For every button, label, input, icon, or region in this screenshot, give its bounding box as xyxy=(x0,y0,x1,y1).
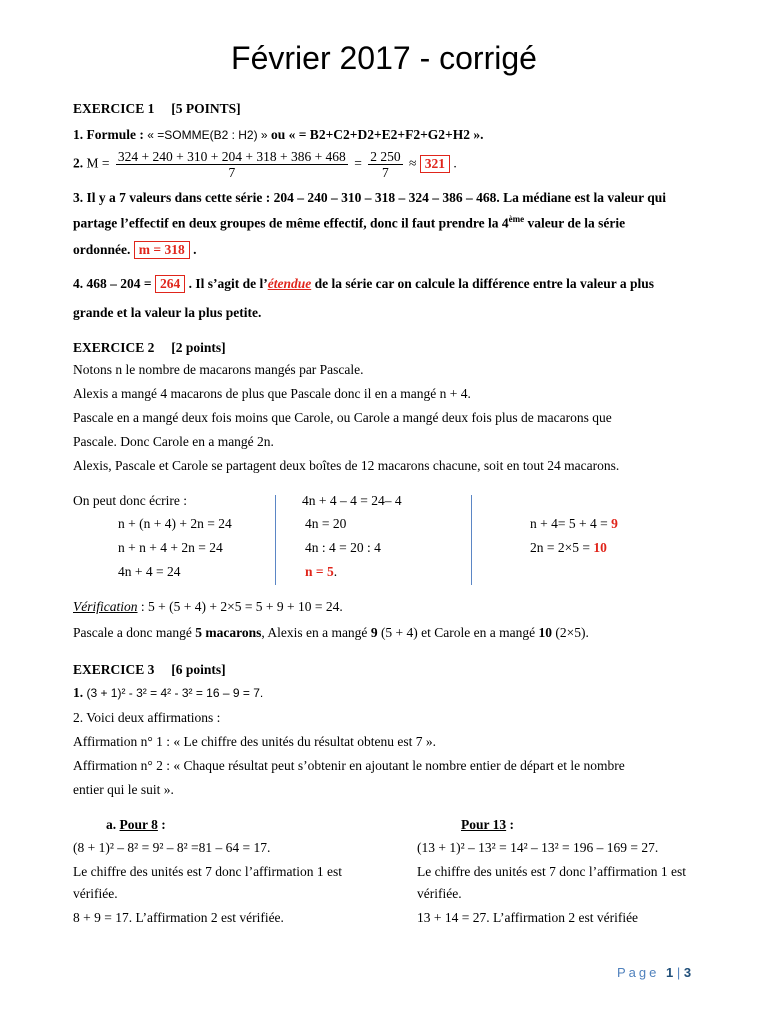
n-result-end: . xyxy=(333,564,338,579)
case-8-affirmation-2: 8 + 9 = 17. L’affirmation 2 est vérifiée. xyxy=(73,910,284,925)
affirmation-1: Affirmation n° 1 : « Le chiffre des unités du résultat obtenu est 7 ». xyxy=(73,734,436,749)
conclusion-carole: 10 xyxy=(538,625,552,640)
case-13-label: Pour 13 xyxy=(461,817,507,832)
mean-result-box: 321 xyxy=(420,155,450,173)
case-13-affirmation-2: 13 + 14 = 27. L’affirmation 2 est vérifiée xyxy=(417,910,639,925)
simplified-denominator: 7 xyxy=(382,165,389,180)
footer-page-label: Page xyxy=(617,965,660,980)
q1-text: Formule : xyxy=(83,127,148,142)
n-result: n = 5 xyxy=(305,564,334,579)
footer-current-page: 1 xyxy=(666,965,674,980)
case-8-label: Pour 8 xyxy=(119,817,158,832)
conclusion-part-g: (2×5). xyxy=(552,625,589,640)
q1-rest: ou « = B2+C2+D2+E2+F2+G2+H2 ». xyxy=(267,127,484,142)
ex1-question-1 xyxy=(73,127,483,143)
case-8-letter: a. xyxy=(106,817,120,832)
alexis-calculation xyxy=(530,516,618,532)
case-13-affirmation-1-line-2: vérifiée. xyxy=(417,886,462,901)
simplified-fraction xyxy=(368,149,402,180)
ex3-q1-number: 1. xyxy=(73,685,84,700)
column-divider-2 xyxy=(471,495,472,585)
ex3-question-1 xyxy=(73,685,263,701)
verification-text: : 5 + (5 + 4) + 2×5 = 5 + 9 + 10 = 24. xyxy=(137,599,343,614)
q1-formula: « =SOMME(B2 : H2) » xyxy=(147,128,268,142)
carole-calculation xyxy=(530,540,607,556)
equation-col2-step2: 4n = 20 xyxy=(305,516,347,531)
q2-approx: ≈ xyxy=(405,155,420,171)
verification-label: Vérification xyxy=(73,599,138,614)
q3-line-1: 3. Il y a 7 valeurs dans cette série : 204 – 240 – 310 – 318 – 324 – 386 – 468. La médiane est la valeur qui xyxy=(73,190,666,205)
q4-text: 4. 468 – 204 = xyxy=(73,276,155,291)
mean-fraction-numerator: 324 + 240 + 310 + 204 + 318 + 386 + 468 xyxy=(117,149,346,164)
case-13-colon: : xyxy=(506,817,515,832)
alexis-calc-text: n + 4= 5 + 4 = xyxy=(530,516,612,531)
conclusion-part-c: , Alexis en a mangé xyxy=(261,625,371,640)
equation-col2-step3: 4n : 4 = 20 : 4 xyxy=(305,540,381,555)
column-divider-1 xyxy=(275,495,276,585)
affirmation-2-line-1: Affirmation n° 2 : « Chaque résultat peut s’obtenir en ajoutant le nombre entier de départ et le nombre xyxy=(73,758,625,773)
case-13-affirmation-1-line-1: Le chiffre des unités est 7 donc l’affirmation 1 est xyxy=(417,864,687,879)
ex2-line-2: Alexis a mangé 4 macarons de plus que Pascale donc il en a mangé n + 4. xyxy=(73,386,471,401)
case-8-calculation: (8 + 1)² – 8² = 9² – 8² =81 – 64 = 17. xyxy=(73,840,271,855)
page-title: Février 2017 - corrigé xyxy=(231,40,537,76)
case-13-calculation: (13 + 1)² – 13² = 14² – 13² = 196 – 169 = 27. xyxy=(417,840,659,855)
ex1-question-2 xyxy=(73,149,457,180)
conclusion-part-a: Pascale a donc mangé xyxy=(73,625,196,640)
q3-line-3 xyxy=(73,241,196,259)
q2-end: . xyxy=(449,155,457,171)
exercise-1-heading: EXERCICE 1 [5 POINTS] xyxy=(73,101,241,116)
equation-col1-intro: On peut donc écrire : xyxy=(73,493,187,508)
equation-col1-step3: 4n + 4 = 24 xyxy=(118,564,181,579)
conclusion-part-e: (5 + 4) et Carole en a mangé xyxy=(377,625,539,640)
case-8-affirmation-1-line-2: vérifiée. xyxy=(73,886,118,901)
q4-line-1 xyxy=(73,275,654,293)
alexis-value: 9 xyxy=(611,516,618,531)
q4-line-2: grande et la valeur la plus petite. xyxy=(73,305,262,320)
q4-rest: de la série car on calcule la différence entre la valeur a plus xyxy=(311,276,655,291)
q1-number: 1. xyxy=(73,127,84,142)
mean-fraction-denominator: 7 xyxy=(228,165,236,180)
equation-col1-step1: n + (n + 4) + 2n = 24 xyxy=(118,516,232,531)
ex3-q1-text: (3 + 1)² - 3² = 4² - 3² = 16 – 9 = 7. xyxy=(83,686,264,700)
q2-number: 2. xyxy=(73,155,84,171)
carole-calc-text: 2n = 2×5 = xyxy=(530,540,594,555)
case-8-affirmation-1-line-1: Le chiffre des unités est 7 donc l’affirmation 1 est xyxy=(73,864,343,879)
case-8-heading xyxy=(106,817,166,833)
page-footer xyxy=(617,965,691,980)
equation-col2-step1: 4n + 4 – 4 = 24– 4 xyxy=(302,493,402,508)
footer-separator: | xyxy=(673,965,684,980)
median-result-box: m = 318 xyxy=(134,241,190,259)
q3-superscript: ème xyxy=(508,214,525,224)
equation-col2-result xyxy=(305,564,337,580)
ex2-line-4: Pascale. Donc Carole en a mangé 2n. xyxy=(73,434,274,449)
exercise-3-heading: EXERCICE 3 [6 points] xyxy=(73,662,226,677)
ex2-line-3: Pascale en a mangé deux fois moins que Carole, ou Carole a mangé deux fois plus de macarons que xyxy=(73,410,612,425)
range-result-box: 264 xyxy=(155,275,185,293)
conclusion-alexis: 9 xyxy=(370,625,378,640)
verification-line xyxy=(73,599,343,615)
case-8-colon: : xyxy=(157,817,166,832)
q3-line-3-text: ordonnée. xyxy=(73,242,134,257)
footer-total-pages: 3 xyxy=(683,965,692,980)
ex2-line-5: Alexis, Pascale et Carole se partagent deux boîtes de 12 macarons chacune, soit en tout 24 macarons. xyxy=(73,458,620,473)
q3-line-2a: partage l’effectif en deux groupes de même effectif, donc il faut prendre la 4 xyxy=(73,215,509,231)
simplified-numerator: 2 250 xyxy=(370,149,401,164)
case-13-heading xyxy=(461,817,514,833)
q4-mid: . Il s’agit de l’ xyxy=(185,276,268,291)
q2-equals: = xyxy=(350,155,366,171)
q3-end: . xyxy=(189,242,197,257)
q3-line-2b: valeur de la série xyxy=(524,215,626,231)
etendue-term: étendue xyxy=(267,276,312,291)
equation-col1-step2: n + n + 4 + 2n = 24 xyxy=(118,540,223,555)
q2-m-label: M = xyxy=(83,155,113,171)
ex2-line-1: Notons n le nombre de macarons mangés par Pascale. xyxy=(73,362,364,377)
carole-value: 10 xyxy=(593,540,607,555)
conclusion-pascale: 5 macarons xyxy=(195,625,262,640)
ex2-conclusion xyxy=(73,625,589,641)
ex3-question-2: 2. Voici deux affirmations : xyxy=(73,710,221,725)
affirmation-2-line-2: entier qui le suit ». xyxy=(73,782,174,797)
q3-line-2 xyxy=(73,214,625,232)
exercise-2-heading: EXERCICE 2 [2 points] xyxy=(73,340,226,355)
mean-fraction xyxy=(116,149,348,180)
